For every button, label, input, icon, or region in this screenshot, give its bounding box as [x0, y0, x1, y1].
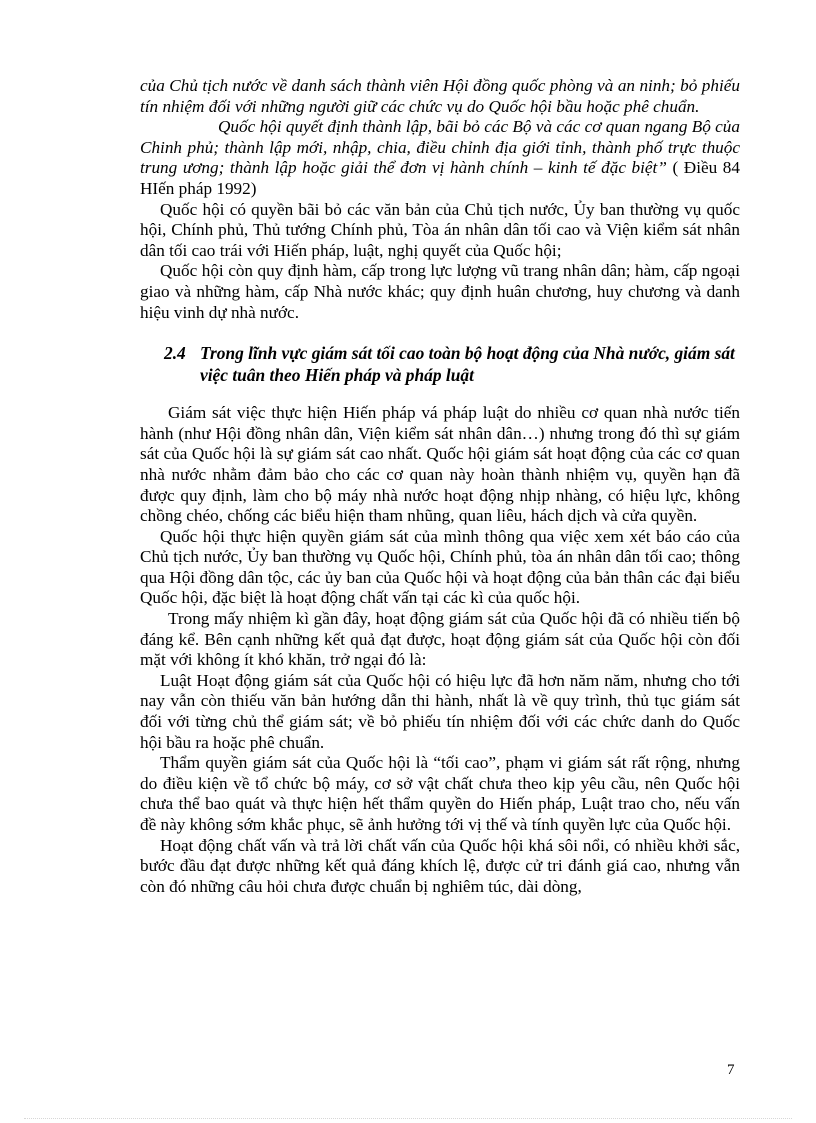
page-bottom-divider — [24, 1118, 792, 1119]
paragraph-supervision-means: Quốc hội thực hiện quyền giám sát của mình thông qua việc xem xét báo cáo của Chủ tịch nước, Ủy ban thường vụ Quốc hội, Chính phủ, tòa án nhân dân tối cao; thông qua Hội đồng dân tộc, các ủy ban của Quốc hội và hoạt động của bản thân các đại biểu Quốc hội, đặc biệt là hoạt động chất vấn tại các kì của quốc hội. — [140, 526, 740, 608]
quote-text: Quốc hội quyết định thành lập, bãi bỏ các Bộ và các cơ quan ngang Bộ của Chinh phủ; thành lập mới, nhập, chia, điều chỉnh địa giới tỉnh, thành phố trực thuộc trung ương; thành lập hoặc giải thể đơn vị hành chính – kinh tế đặc biệt” — [140, 117, 740, 178]
page-number: 7 — [727, 1062, 735, 1078]
paragraph-supreme-authority: Thẩm quyền giám sát của Quốc hội là “tối cao”, phạm vi giám sát rất rộng, nhưng do điều kiện về tổ chức bộ máy, cơ sở vật chất chưa theo kịp yêu cầu, nên Quốc hội chưa thể bao quát và thực hiện hết thẩm quyền do Hiến pháp, Luật trao cho, nếu vấn đề này không sớm khắc phục, sẽ ảnh hưởng tới vị thế và tính quyền lực của Quốc hội. — [140, 753, 740, 834]
quote-citation: ( Điều 84 HIến pháp 1992) — [140, 158, 740, 198]
quote-continuation: của Chủ tịch nước về danh sách thành viên Hội đồng quốc phòng và an ninh; bỏ phiếu tín nhiệm đối với những người giữ các chức vụ do Quốc hội bầu hoặc phê chuẩn. — [140, 76, 740, 116]
section-heading — [164, 342, 740, 386]
constitution-quote — [140, 117, 740, 199]
paragraph-ranks-and-honors: Quốc hội còn quy định hàm, cấp trong lực lượng vũ trang nhân dân; hàm, cấp ngoại giao và những hàm, cấp Nhà nước khác; quy định huân chương, huy chương và danh hiệu vinh dự nhà nước. — [140, 261, 740, 322]
section-title: Trong lĩnh vực giám sát tối cao toàn bộ hoạt động của Nhà nước, giám sát việc tuân theo Hiến pháp và pháp luật — [200, 343, 735, 386]
paragraph-law-on-supervision: Luật Hoạt động giám sát của Quốc hội có hiệu lực đã hơn năm năm, nhưng cho tới nay vẫn còn thiếu văn bản hướng dẫn thi hành, nhất là về quy trình, thủ tục giám sát đối với từng chủ thể giám sát; về bỏ phiếu tín nhiệm đối với các chức danh do Quốc hội bầu ra hoặc phê chuẩn. — [140, 670, 740, 752]
paragraph-recent-progress: Trong mấy nhiệm kì gần đây, hoạt động giám sát của Quốc hội đã có nhiều tiến bộ đáng kể. Bên cạnh những kết quả đạt được, hoạt động giám sát của Quốc hội còn đối mặt với không ít khó khăn, trở ngại đó là: — [140, 609, 740, 670]
paragraph-annul-documents: Quốc hội có quyền bãi bỏ các văn bản của Chủ tịch nước, Ủy ban thường vụ quốc hội, Chính phủ, Thủ tướng Chính phủ, Tòa án nhân dân tối cao và Viện kiểm sát nhân dân tối cao trái với Hiến pháp, luật, nghị quyết của Quốc hội; — [140, 199, 740, 260]
page-body — [140, 76, 740, 897]
paragraph-questioning-activity: Hoạt động chất vấn và trả lời chất vấn của Quốc hội khá sôi nổi, có nhiều khởi sắc, bước đầu đạt được những kết quả đáng khích lệ, được cử tri đánh giá cao, nhưng vẫn còn đó những câu hỏi chưa được chuẩn bị nghiêm túc, dài dòng, — [140, 835, 740, 896]
paragraph-supervision-overview: Giám sát việc thực hiện Hiến pháp vá pháp luật do nhiều cơ quan nhà nước tiến hành (như Hội đồng nhân dân, Viện kiểm sát nhân dân…) nhưng trong đó thì sự giám sát của Quốc hội là sự giám sát cao nhất. Quốc hội giám sát hoạt động của các cơ quan nhà nước nhằm đảm bảo cho các cơ quan này hoàn thành nhiệm vụ, quyền hạn đã được quy định, làm cho bộ máy nhà nước hoạt động nhịp nhàng, có hiệu lực, không chồng chéo, chống các biểu hiện tham nhũng, quan liêu, hách dịch và cửa quyền. — [140, 403, 740, 526]
section-number: 2.4 — [164, 343, 186, 364]
